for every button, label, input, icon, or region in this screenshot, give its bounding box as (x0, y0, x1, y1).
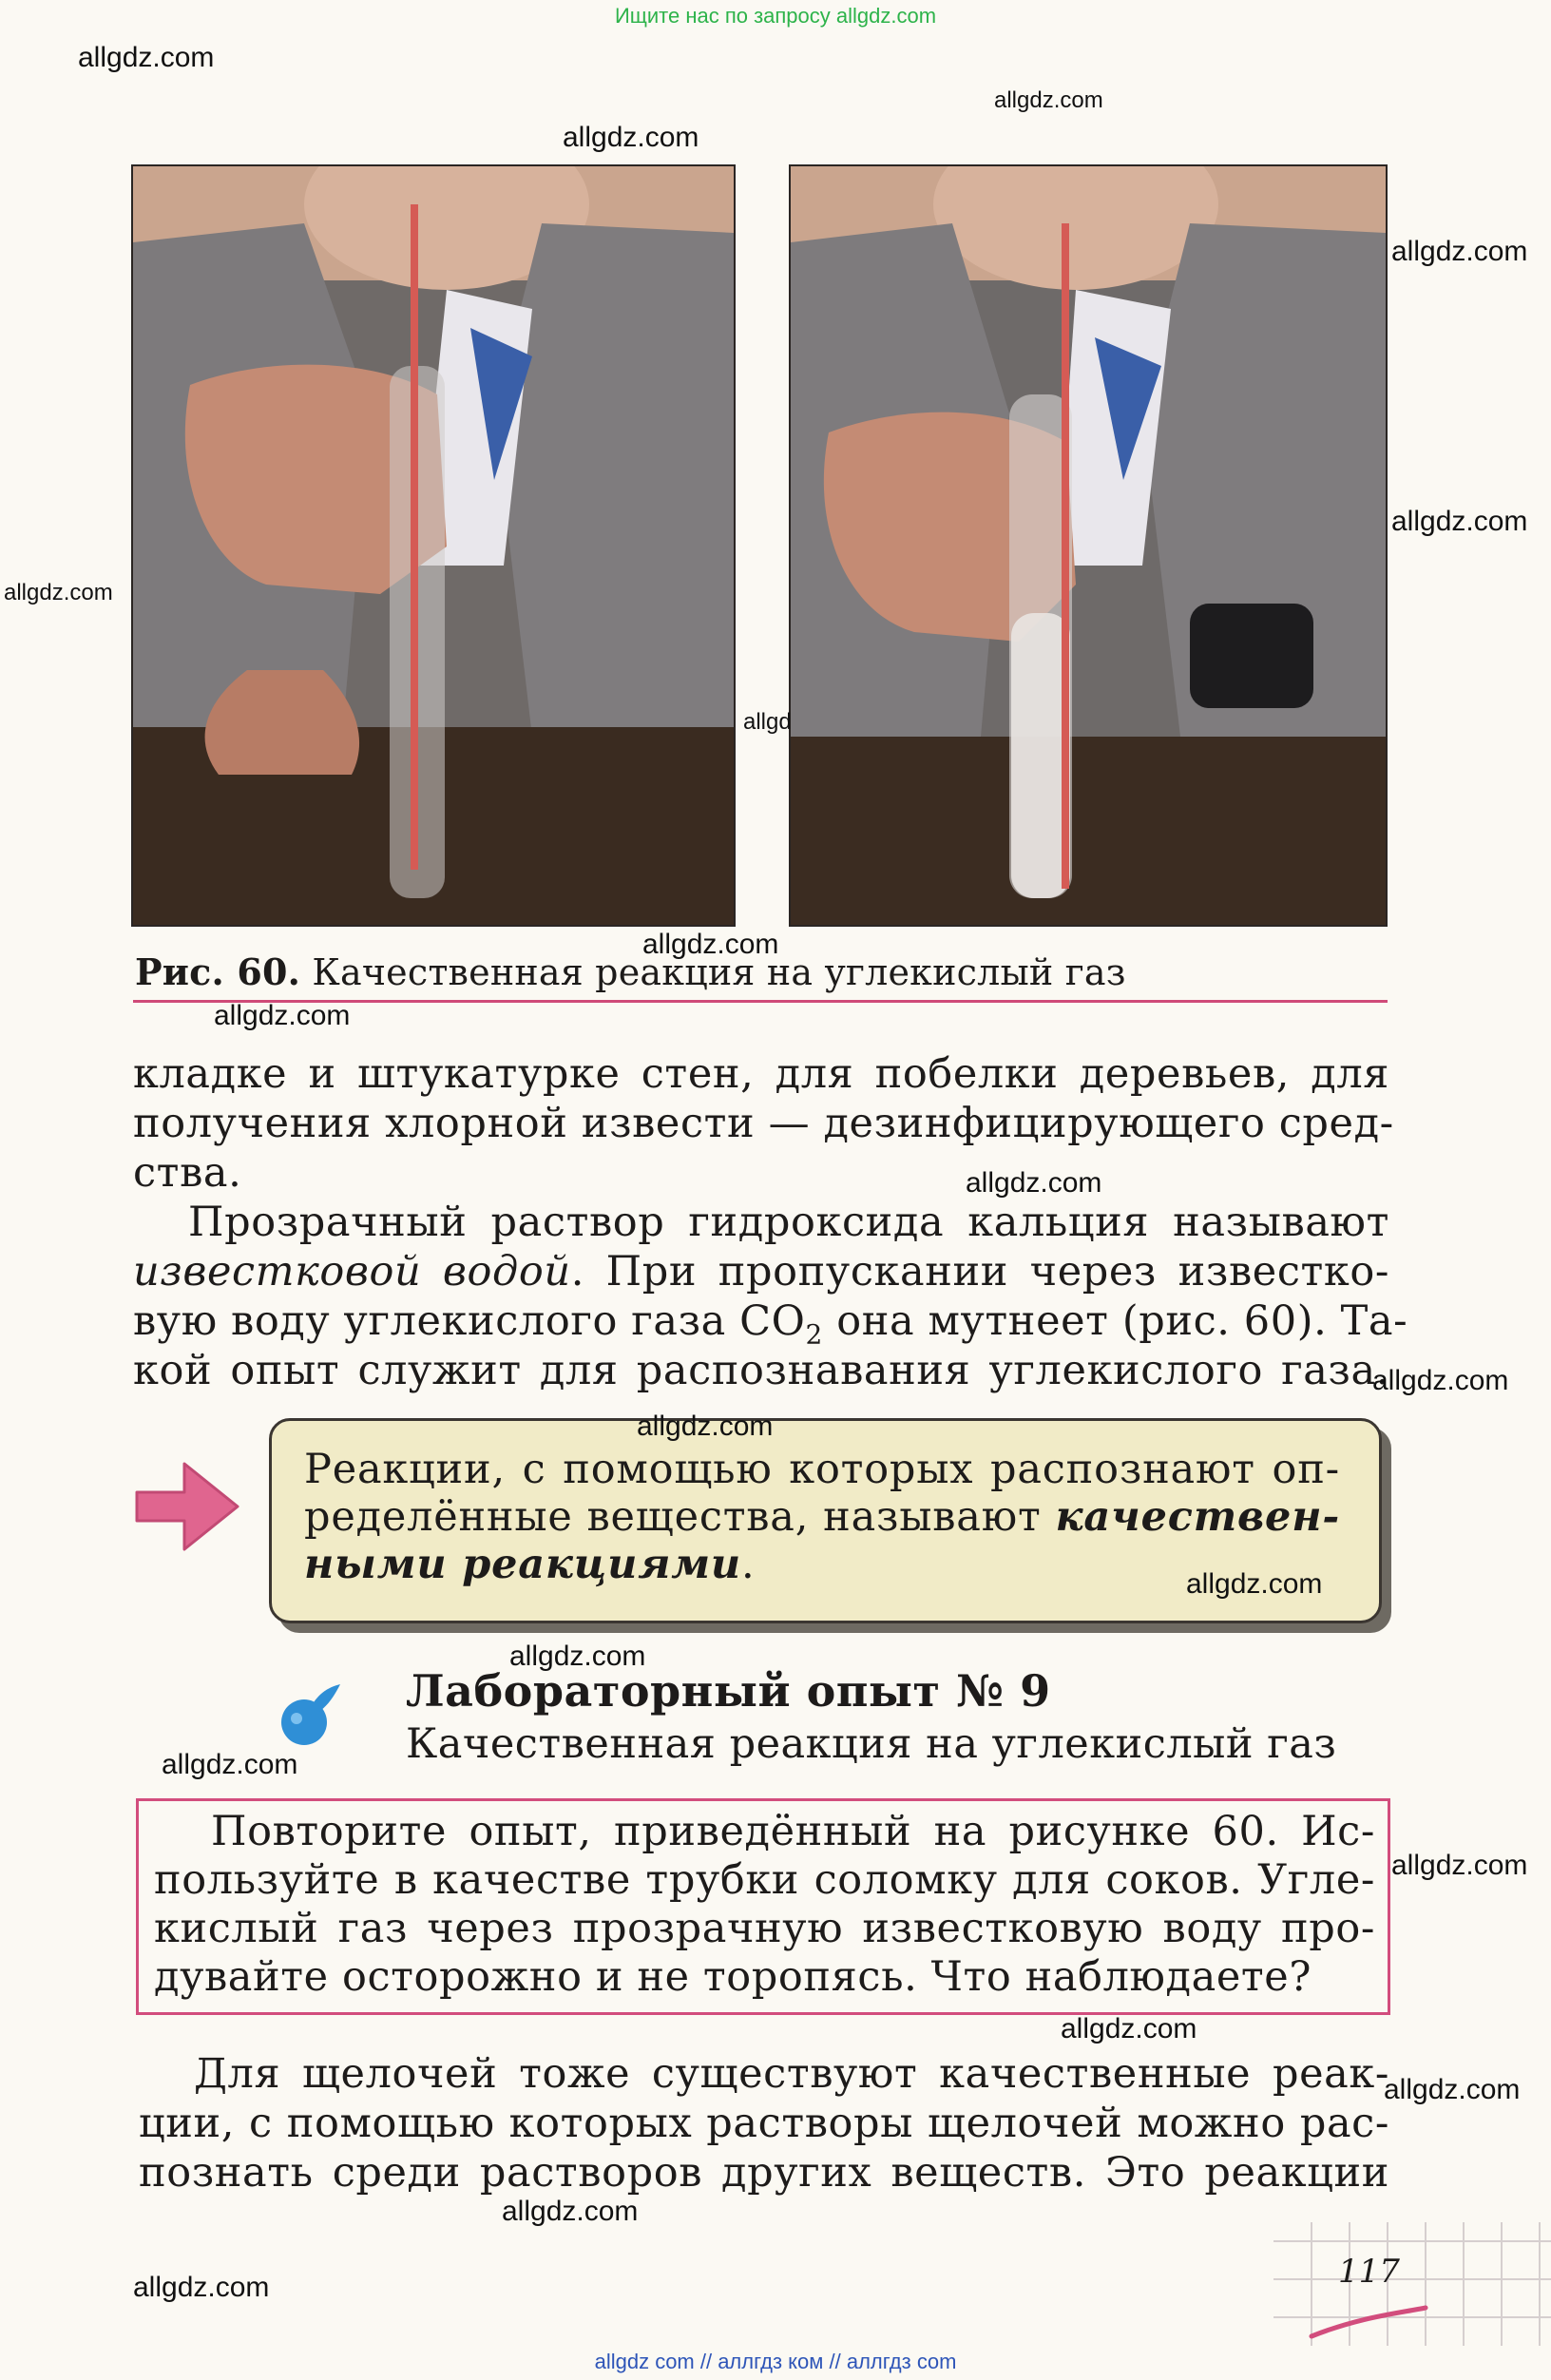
figure-caption-label: Рис. 60. (135, 950, 301, 993)
text-line: ства. (133, 1149, 242, 1197)
watermark: allgdz.com (1391, 1850, 1528, 1881)
arrow-right-icon (131, 1454, 243, 1559)
watermark: allgdz.com (1384, 2074, 1521, 2105)
watermark-partial: allgd (743, 709, 792, 735)
text-span: она мутнеет (рис. 60). Та- (822, 1297, 1408, 1345)
watermark: allgdz.com (502, 2196, 639, 2227)
definition-text (304, 1446, 1340, 1588)
watermark: allgdz.com (509, 1641, 646, 1672)
watermark: allgdz.com (642, 929, 779, 960)
text-span: . При пропускании через известко- (570, 1248, 1389, 1296)
photo-clear-limewater (131, 164, 736, 927)
photo-cloudy-limewater (789, 164, 1388, 927)
text-line (133, 1247, 1389, 1296)
watermark: allgdz.com (133, 2272, 270, 2303)
text-line: Прозрачный раствор гидроксида кальция называют (188, 1199, 1389, 1246)
watermark: allgdz.com (1061, 2013, 1197, 2044)
watermark: allgdz.com (637, 1411, 774, 1442)
watermark: allgdz.com (162, 1749, 298, 1780)
figure-caption-text: Качественная реакция на углекислый газ (312, 951, 1126, 993)
watermark: allgdz.com (1391, 506, 1528, 537)
page-corner-grid (1273, 2222, 1551, 2346)
text-line (133, 1296, 1408, 1351)
text-line: Реакции, с помощью которых распознают оп- (304, 1446, 1340, 1493)
watermark: allgdz.com (4, 580, 113, 605)
text-line (304, 1541, 1340, 1588)
text-line: Для щелочей тоже существуют качественные реак- (194, 2050, 1389, 2098)
paragraph-3 (139, 2049, 1389, 2198)
text-span: . (740, 1541, 756, 1588)
text-line: пользуйте в качестве трубки соломку для соков. Угле- (154, 1856, 1375, 1904)
paragraph-2 (133, 1198, 1408, 1395)
task-text (154, 1808, 1375, 2002)
watermark: allgdz.com (1391, 236, 1528, 267)
text-line: ции, с помощью которых растворы щелочей можно рас- (139, 2100, 1389, 2147)
paragraph-1 (133, 1049, 1394, 1198)
term-qualitative-reactions: качествен- (1055, 1493, 1340, 1541)
flask-icon (274, 1680, 342, 1749)
text-line: познать среди растворов других веществ. Это реакции (139, 2149, 1389, 2197)
text-span: ределённые вещества, называют (304, 1493, 1056, 1541)
bottom-banner[interactable]: allgdz com // аллгдз ком // аллгдз com (594, 2350, 957, 2373)
text-line: кислый газ через прозрачную известковую воду про- (154, 1905, 1375, 1952)
figure-caption (135, 950, 1126, 993)
watermark: allgdz.com (994, 87, 1103, 113)
subscript: 2 (805, 1318, 823, 1351)
text-line: дувайте осторожно и не торопясь. Что наблюдаете? (154, 1953, 1312, 2001)
page-number: 117 (1338, 2253, 1400, 2291)
watermark: allgdz.com (563, 122, 699, 153)
text-line (304, 1493, 1340, 1541)
term-limewater: известковой водой (133, 1248, 571, 1296)
text-line: получения хлорной извести — дезинфицирующего сред- (133, 1100, 1394, 1147)
watermark: allgdz.com (78, 42, 215, 73)
term-qualitative-reactions: ными реакциями (304, 1541, 741, 1588)
text-line: кой опыт служит для распознавания углекислого газа. (133, 1347, 1389, 1394)
lab-subtitle: Качественная реакция на углекислый газ (406, 1720, 1337, 1768)
watermark: allgdz.com (214, 1000, 351, 1031)
watermark: allgdz.com (966, 1167, 1102, 1199)
text-line: кладке и штукатурке стен, для побелки деревьев, для (133, 1050, 1389, 1098)
text-line: Повторите опыт, приведённый на рисунке 60. Ис- (211, 1808, 1375, 1855)
watermark: allgdz.com (1372, 1365, 1509, 1396)
watermark: allgdz.com (1186, 1568, 1323, 1600)
lab-title: Лабораторный опыт № 9 (406, 1665, 1051, 1717)
text-span: вую воду углекислого газа CO (133, 1297, 806, 1345)
top-banner[interactable]: Ищите нас по запросу allgdz.com (614, 4, 937, 28)
